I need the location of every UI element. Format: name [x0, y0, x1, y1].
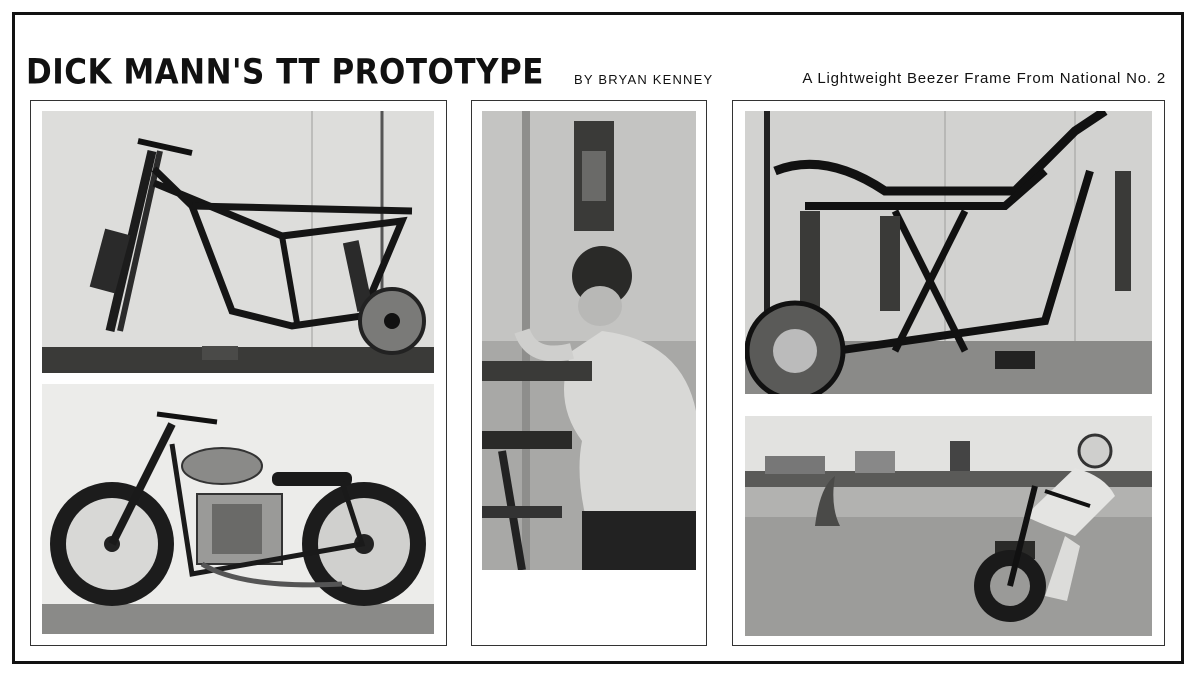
article-title: DICK MANN'S TT PROTOTYPE [26, 52, 544, 93]
motorcycle-icon [42, 384, 434, 634]
welder-icon [482, 111, 696, 570]
rider-photo [745, 416, 1152, 636]
bare-frame-photo [42, 111, 434, 373]
completed-bike-photo [42, 384, 434, 634]
welder-photo [482, 111, 696, 570]
article-byline: BY BRYAN KENNEY [574, 72, 714, 87]
article-subtitle: A Lightweight Beezer Frame From National No. 2 [802, 70, 1166, 87]
motorcycle-frame-icon [745, 111, 1152, 394]
motorcycle-frame-icon [42, 111, 434, 373]
rider-icon [745, 416, 1152, 636]
frame-closeup-photo [745, 111, 1152, 394]
